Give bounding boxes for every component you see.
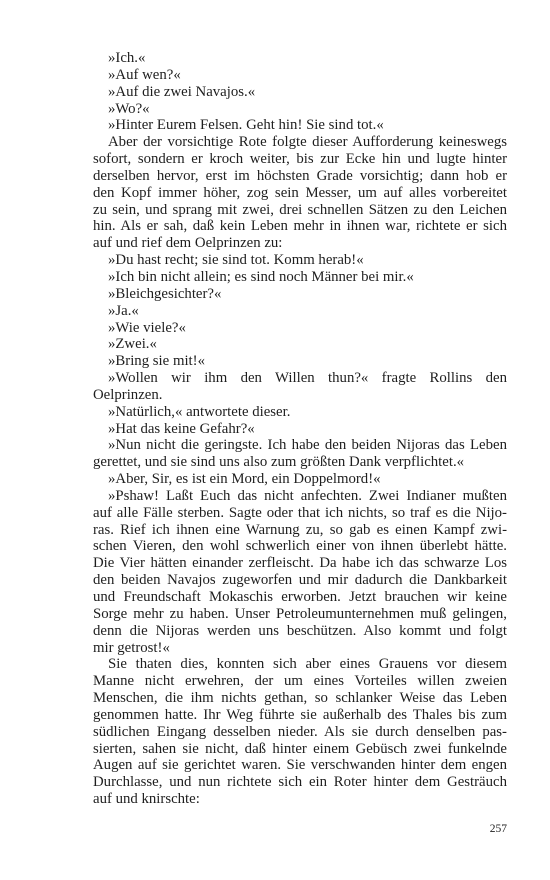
- paragraph: [93, 286, 507, 303]
- body-text: [93, 50, 507, 808]
- text-line: denn die Nijoras werden uns beschützen. Also kommt und folgt: [93, 622, 507, 639]
- text-line: mir getrost!«: [93, 639, 170, 656]
- text-line: Aber der vorsichtige Rote folgte dieser Aufforderung keineswegs: [108, 134, 507, 151]
- paragraph: [93, 101, 507, 118]
- paragraph: [93, 50, 507, 67]
- text-line: Durchlasse, und nun richtete sich ein Roter hinter dem Gesträuch: [93, 774, 507, 791]
- page-number: 257: [489, 823, 507, 835]
- text-line: hin. Als er sah, daß kein Leben mehr in ihnen war, richtete er sich: [93, 218, 507, 235]
- text-line: »Ja.«: [108, 302, 139, 319]
- paragraph: [93, 471, 507, 488]
- paragraph: [93, 437, 507, 471]
- text-line: »Hat das keine Gefahr?«: [108, 420, 255, 437]
- text-line: südlichen Eingang desselben nieder. Als sie durch denselben pas-: [93, 723, 507, 740]
- text-line: »Ich bin nicht allein; es sind noch Männer bei mir.«: [108, 268, 414, 285]
- paragraph: [93, 67, 507, 84]
- text-line: »Nun nicht die geringste. Ich habe den beiden Nijoras das Leben: [108, 437, 507, 454]
- text-line: »Aber, Sir, es ist ein Mord, ein Doppelmord!«: [108, 471, 381, 488]
- text-line: gerettet, und sie sind uns also zum größten Dank verpflichtet.«: [93, 454, 465, 471]
- text-line: Oelprinzen.: [93, 386, 163, 403]
- text-line: Menschen, die ihm nichts gethan, so schlanker Weise das Leben: [93, 690, 507, 707]
- text-line: genommen hatte. Ihr Weg führte sie außerhalb des Thales bis zum: [93, 706, 507, 723]
- paragraph: [93, 656, 507, 808]
- text-line: sierten, sahen sie nicht, daß hinter einem Gebüsch zwei funkelnde: [93, 740, 507, 757]
- text-line: »Pshaw! Laßt Euch das nicht anfechten. Zwei Indianer mußten: [108, 487, 507, 504]
- text-line: und Freundschaft Mokaschis erworben. Jetzt brauchen wir keine: [93, 589, 507, 605]
- paragraph: [93, 269, 507, 286]
- text-line: den beiden Navajos zugeworfen und mir dadurch die Dankbarkeit: [93, 572, 507, 589]
- text-line: Die Vier hätten einander zerfleischt. Da habe ich das schwarze Los: [93, 555, 507, 572]
- text-line: »Zwei.«: [108, 336, 157, 353]
- text-line: Sorge mehr zu haben. Unser Petroleumunternehmen muß gelingen,: [93, 605, 507, 622]
- text-line: »Bleichgesichter?«: [108, 285, 222, 302]
- paragraph: [93, 488, 507, 656]
- text-line: »Natürlich,« antwortete dieser.: [108, 403, 291, 420]
- paragraph: [93, 134, 507, 252]
- text-line: »Auf wen?«: [108, 66, 181, 83]
- text-line: sofort, sondern er kroch weiter, bis zur Ecke hin und lugte hinter: [93, 151, 507, 168]
- paragraph: [93, 84, 507, 101]
- paragraph: [93, 117, 507, 134]
- text-line: »Wie viele?«: [108, 319, 186, 336]
- paragraph: [93, 370, 507, 404]
- text-line: zu sein, und sprang mit zwei, drei schnellen Sätzen zu den Leichen: [93, 201, 507, 218]
- text-line: schen Vieren, den wohl schwerlich einer von ihnen überlebt hätte.: [93, 538, 507, 555]
- text-line: »Bring sie mit!«: [108, 353, 205, 370]
- paragraph: [93, 303, 507, 320]
- text-line: »Wollen wir ihm den Willen thun?« fragte Rollins den: [108, 370, 507, 387]
- text-line: ras. Rief ich ihnen eine Warnung zu, so gab es einen Kampf zwi-: [93, 521, 507, 538]
- text-line: auf und rief dem Oelprinzen zu:: [93, 235, 283, 252]
- paragraph: [93, 353, 507, 370]
- text-line: auf alle Fälle sterben. Sagte oder that ich nichts, so traf es die Nijo-: [93, 504, 507, 521]
- text-line: den Kopf immer höher, zog sein Messer, um auf alles vorbereitet: [93, 184, 507, 201]
- paragraph: [93, 252, 507, 269]
- text-line: Manne nicht erwehren, der um eines Vorteiles willen zweien: [93, 673, 507, 690]
- text-line: auf und knirschte:: [93, 791, 200, 808]
- text-line: »Du hast recht; sie sind tot. Komm herab!«: [108, 252, 364, 269]
- text-line: Augen auf sie gerichtet waren. Sie verschwanden hinter dem engen: [93, 757, 507, 774]
- paragraph: [93, 421, 507, 438]
- paragraph: [93, 320, 507, 337]
- text-line: »Hinter Eurem Felsen. Geht hin! Sie sind tot.«: [108, 117, 384, 134]
- text-line: »Wo?«: [108, 100, 150, 117]
- text-line: »Ich.«: [108, 50, 146, 66]
- paragraph: [93, 336, 507, 353]
- text-line: derselben hervor, erst im höchsten Grade vorsichtig; dann hob er: [93, 167, 507, 184]
- paragraph: [93, 404, 507, 421]
- text-line: »Auf die zwei Navajos.«: [108, 83, 256, 100]
- text-line: Sie thaten dies, konnten sich aber eines Grauens vor diesem: [108, 656, 507, 673]
